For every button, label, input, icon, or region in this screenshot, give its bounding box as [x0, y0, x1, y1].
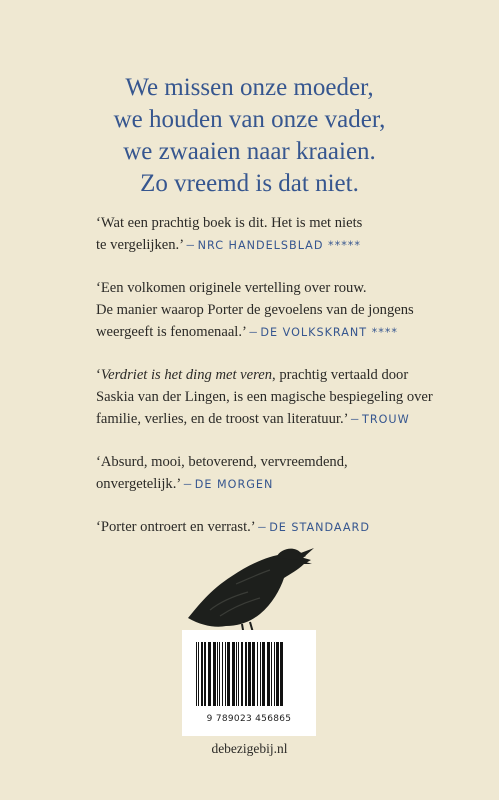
quote-source: DE VOLKSKRANT **** — [260, 326, 399, 339]
quote-dash: – — [186, 237, 194, 253]
quote-dash: – — [351, 411, 359, 427]
review-quote-trouw — [96, 364, 436, 431]
barcode — [182, 630, 316, 736]
tagline — [0, 72, 499, 200]
review-quote-destandaard — [96, 516, 436, 539]
quote-line — [96, 321, 436, 344]
quote-line: Saskia van der Lingen, is een magische bespiegeling over — [96, 389, 433, 405]
quote-line: De manier waarop Porter de gevoelens van de jongens — [96, 302, 414, 318]
quote-line — [96, 408, 436, 431]
quote-line — [96, 473, 436, 496]
isbn-number: 9 789023 456865 — [206, 714, 292, 724]
tagline-line: we houden van onze vader, — [113, 106, 386, 133]
quote-text: familie, verlies, en de troost van literatuur.’ — [96, 411, 348, 427]
book-title: Verdriet is het ding met veren — [100, 367, 273, 383]
quote-dash: – — [258, 519, 266, 535]
quote-source: DE STANDAARD — [269, 521, 370, 534]
quote-text: weergeeft is fenomenaal.’ — [96, 324, 246, 340]
quote-text: te vergelijken.’ — [96, 237, 183, 253]
quote-line — [96, 364, 436, 386]
quote-open-mark: ‘ — [96, 367, 101, 383]
quote-text: , prachtig vertaald door — [272, 367, 409, 383]
quote-source: TROUW — [362, 413, 410, 426]
review-quote-volkskrant — [96, 277, 436, 344]
quote-source: NRC HANDELSBLAD ***** — [197, 239, 361, 252]
quote-dash: – — [249, 324, 257, 340]
quote-source: DE MORGEN — [194, 478, 274, 491]
quote-text: ‘Porter ontroert en verrast.’ — [96, 519, 255, 535]
review-quotes — [96, 212, 436, 559]
tagline-line: We missen onze moeder, — [125, 74, 374, 101]
crow-icon — [180, 540, 320, 640]
quote-line: ‘Absurd, mooi, betoverend, vervreemdend, — [96, 454, 348, 470]
tagline-line: we zwaaien naar kraaien. — [123, 138, 376, 165]
review-quote-nrc — [96, 212, 436, 257]
quote-line: ‘Een volkomen originele vertelling over rouw. — [96, 280, 367, 296]
quote-line: ‘Wat een prachtig boek is dit. Het is met niets — [96, 215, 363, 231]
tagline-line: Zo vreemd is dat niet. — [140, 170, 359, 197]
review-quote-demorgen — [96, 451, 436, 496]
barcode-bars — [194, 642, 304, 712]
publisher-website: debezigebij.nl — [211, 741, 288, 756]
quote-line — [96, 234, 436, 257]
quote-dash: – — [183, 476, 192, 492]
quote-text: onvergetelijk.’ — [96, 476, 181, 492]
quote-line — [96, 516, 436, 539]
